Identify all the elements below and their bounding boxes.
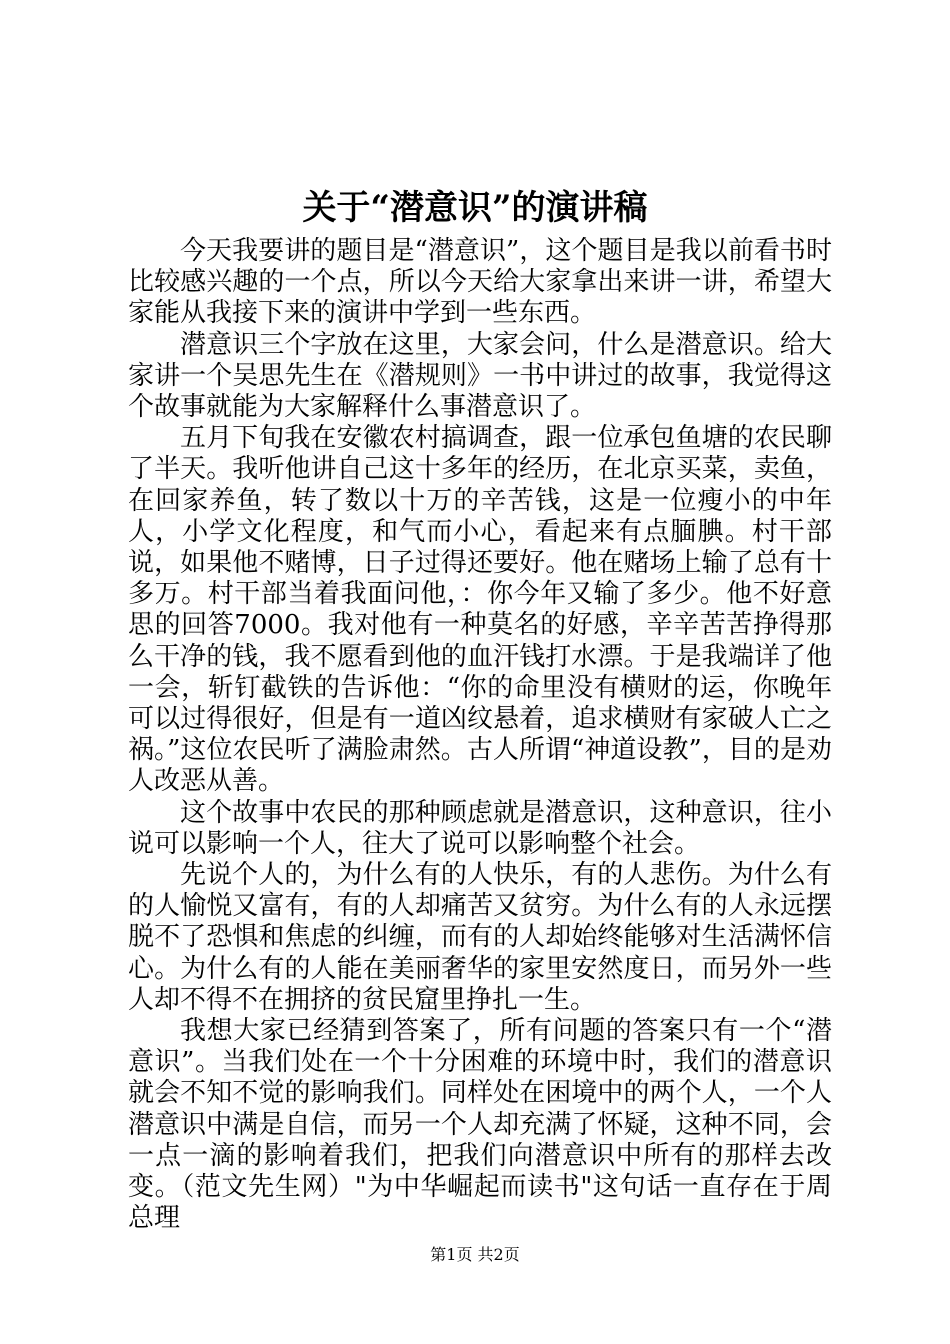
paragraph-6: 我想大家已经猜到答案了，所有问题的答案只有一个“潜意识”。当我们处在一个十分困难的环境中时，我们的潜意识就会不知不觉的影响我们。同样处在困境中的两个人，一个人潜意识中满是自信，而另一个人却充满了怀疑，这种不同，会一点一滴的影响着我们，把我们向潜意识中所有的那样去改变。（范文先生网）"为中华崛起而读书"这句话一直存在于周总理 xyxy=(128,1016,832,1234)
document-title: 关于“潜意识”的演讲稿 xyxy=(302,188,648,228)
paragraph-1: 今天我要讲的题目是“潜意识”，这个题目是我以前看书时比较感兴趣的一个点，所以今天给大家拿出来讲一讲，希望大家能从我接下来的演讲中学到一些东西。 xyxy=(128,236,832,329)
paragraph-3: 五月下旬我在安徽农村搞调查，跟一位承包鱼塘的农民聊了半天。我听他讲自己这十多年的经历，在北京买菜，卖鱼，在回家养鱼，转了数以十万的辛苦钱，这是一位瘦小的中年人，小学文化程度，和气而小心，看起来有点腼腆。村干部说，如果他不赌博，日子过得还要好。他在赌场上输了总有十多万。村干部当着我面问他，：你今年又输了多少。他不好意思的回答7000。我对他有一种莫名的好感，辛辛苦苦挣得那么干净的钱，我不愿看到他的血汗钱打水漂。于是我端详了他一会，斩钉截铁的告诉他：“你的命里没有横财的运，你晚年可以过得很好，但是有一道凶纹悬着，追求横财有家破人亡之祸。”这位农民听了满脸肃然。古人所谓“神道设教”，目的是劝人改恶从善。 xyxy=(128,423,832,797)
paragraph-2: 潜意识三个字放在这里，大家会问，什么是潜意识。给大家讲一个吴思先生在《潜规则》一书中讲过的故事，我觉得这个故事就能为大家解释什么事潜意识了。 xyxy=(128,329,832,423)
paragraph-5: 先说个人的，为什么有的人快乐，有的人悲伤。为什么有的人愉悦又富有，有的人却痛苦又贫穷。为什么有的人永远摆脱不了恐惧和焦虑的纠缠，而有的人却始终能够对生活满怀信心。为什么有的人能在美丽奢华的家里安然度日，而另外一些人却不得不在拥挤的贫民窟里挣扎一生。 xyxy=(128,860,832,1015)
document-body xyxy=(128,236,832,1235)
paragraph-4: 这个故事中农民的那种顾虑就是潜意识，这种意识，往小说可以影响一个人，往大了说可以影响整个社会。 xyxy=(128,797,832,859)
page-number-footer: 第1页 共2页 xyxy=(430,1245,520,1264)
